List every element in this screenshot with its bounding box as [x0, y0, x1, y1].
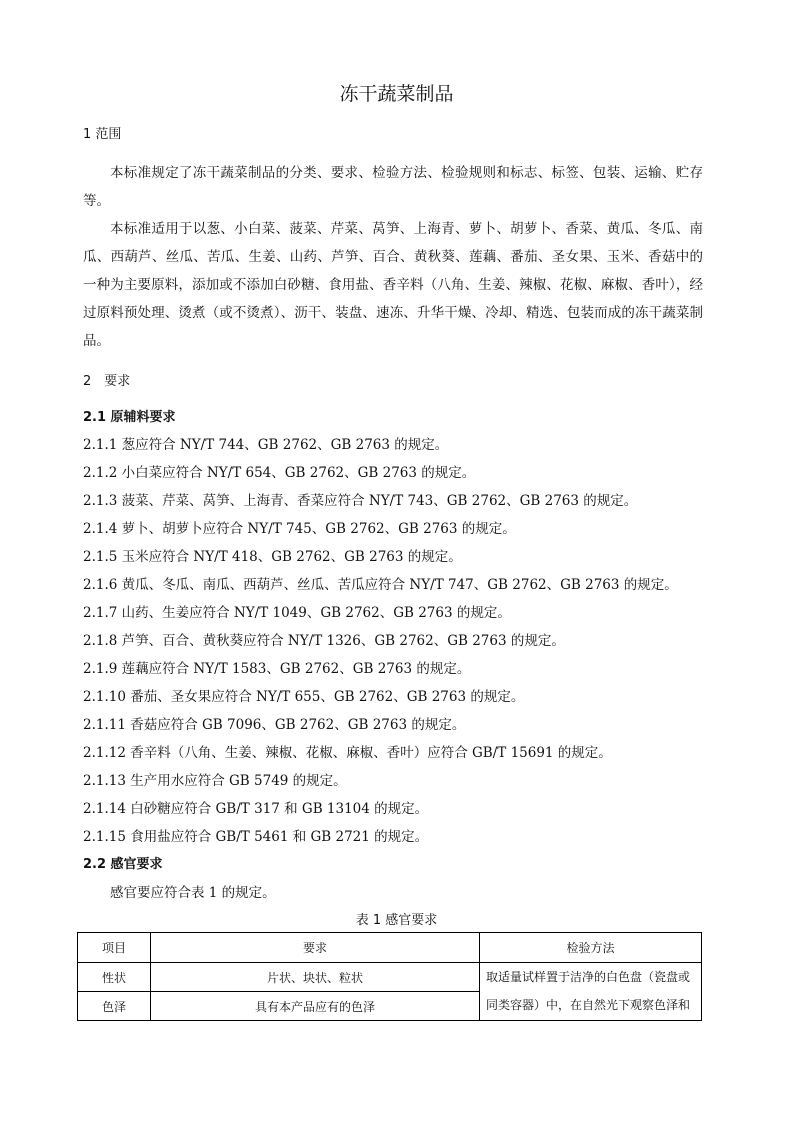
sensory-table [77, 932, 702, 1021]
table-header-row [78, 933, 702, 963]
table-cell-method: 取适量试样置于洁净的白色盘（瓷盘或同类容器）中，在自然光下观察色泽和 [480, 963, 702, 1021]
table-caption: 表 1 感官要求 [355, 913, 438, 928]
list-item: 2.1.3 菠菜、芹菜、莴笋、上海青、香菜应符合 NY/T 743、GB 2762、GB 2763 的规定。 [83, 493, 638, 509]
list-item: 2.1.8 芦笋、百合、黄秋葵应符合 NY/T 1326、GB 2762、GB 2763 的规定。 [83, 633, 565, 649]
table-header-cell: 项目 [78, 933, 151, 963]
list-item: 2.1.14 白砂糖应符合 GB/T 317 和 GB 13104 的规定。 [83, 801, 429, 817]
list-item: 2.1.2 小白菜应符合 NY/T 654、GB 2762、GB 2763 的规定。 [83, 465, 476, 481]
list-item: 2.1.10 番茄、圣女果应符合 NY/T 655、GB 2762、GB 2763 的规定。 [83, 689, 525, 705]
table-header-cell: 检验方法 [480, 933, 702, 963]
list-item: 2.1.4 萝卜、胡萝卜应符合 NY/T 745、GB 2762、GB 2763 的规定。 [83, 521, 516, 537]
table-header-cell: 要求 [151, 933, 480, 963]
list-item: 2.1.7 山药、生姜应符合 NY/T 1049、GB 2762、GB 2763 的规定。 [83, 605, 511, 621]
section-2-2-heading: 2.2 感官要求 [83, 857, 163, 872]
document-title: 冻干蔬菜制品 [339, 83, 454, 105]
scope-paragraph-1: 本标准规定了冻干蔬菜制品的分类、要求、检验方法、检验规则和标志、标签、包装、运输、贮存等。 [83, 165, 703, 209]
section-2-1-heading: 2.1 原辅料要求 [83, 410, 176, 425]
table-cell: 色泽 [78, 992, 151, 1021]
list-item: 2.1.6 黄瓜、冬瓜、南瓜、西葫芦、丝瓜、苦瓜应符合 NY/T 747、GB 2762、GB 2763 的规定。 [83, 577, 678, 593]
sensory-paragraph: 感官要应符合表 1 的规定。 [110, 885, 276, 901]
table-cell: 具有本产品应有的色泽 [151, 992, 480, 1021]
list-item: 2.1.15 食用盐应符合 GB/T 5461 和 GB 2721 的规定。 [83, 829, 429, 845]
table-cell: 片状、块状、粒状 [151, 963, 480, 992]
scope-paragraph-2: 本标准适用于以葱、小白菜、菠菜、芹菜、莴笋、上海青、萝卜、胡萝卜、香菜、黄瓜、冬瓜、南瓜、西葫芦、丝瓜、苦瓜、生姜、山药、芦笋、百合、黄秋葵、莲藕、番茄、圣女果、玉米、香菇中的一种为主要原料，添加或不添加白砂糖、食用盐、香辛料（八角、生姜、辣椒、花椒、麻椒、香叶），经过原料预处理、烫煮（或不烫煮）、沥干、装盘、速冻、升华干燥、冷却、精选、包装而成的冻干蔬菜制品。 [83, 221, 703, 349]
list-item: 2.1.13 生产用水应符合 GB 5749 的规定。 [83, 773, 347, 789]
table-cell: 性状 [78, 963, 151, 992]
section-2-heading: 2 要求 [83, 374, 131, 389]
list-item: 2.1.1 葱应符合 NY/T 744、GB 2762、GB 2763 的规定。 [83, 437, 449, 453]
list-item: 2.1.5 玉米应符合 NY/T 418、GB 2762、GB 2763 的规定。 [83, 549, 462, 565]
list-item: 2.1.9 莲藕应符合 NY/T 1583、GB 2762、GB 2763 的规定。 [83, 661, 471, 677]
table-row [78, 963, 702, 992]
section-1-heading: 1 范围 [83, 127, 122, 142]
list-item: 2.1.11 香菇应符合 GB 7096、GB 2762、GB 2763 的规定。 [83, 717, 466, 733]
list-item: 2.1.12 香辛料（八角、生姜、辣椒、花椒、麻椒、香叶）应符合 GB/T 15691 的规定。 [83, 745, 612, 761]
